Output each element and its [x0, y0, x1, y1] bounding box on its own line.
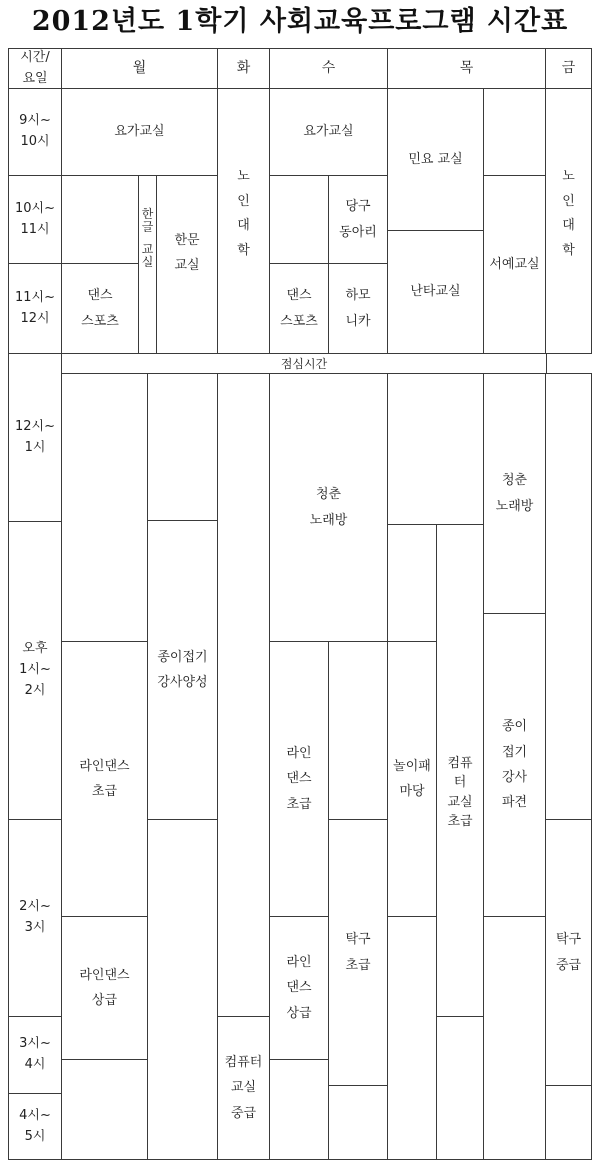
mon-empty: [61, 1059, 148, 1160]
mon-dance-sports: 댄스 스포츠: [61, 263, 139, 354]
fri-empty: [545, 1085, 592, 1160]
time-slot: 12시~ 1시: [8, 353, 62, 522]
time-slot: 10시~ 11시: [8, 175, 62, 264]
day-header-wed: 수: [269, 48, 388, 89]
time-slot: 4시~ 5시: [8, 1093, 62, 1160]
mon-line-dance-basic: 라인댄스 초급: [61, 641, 148, 917]
fri-table-tennis-mid: 탁구 중급: [545, 819, 592, 1086]
thu-empty: [483, 88, 546, 176]
day-header-thu: 목: [387, 48, 546, 89]
time-slot: 2시~ 3시: [8, 819, 62, 1017]
tue-computer-mid: 컴퓨터 교실 중급: [217, 1016, 270, 1160]
thu-computer-basic: 컴퓨 터 교실 초급: [436, 524, 484, 1017]
thu-empty: [387, 916, 437, 1160]
fri-senior-college: 노 인 대 학: [545, 88, 592, 354]
thu-nanta: 난타교실: [387, 230, 484, 354]
wed-dance-sports: 댄스 스포츠: [269, 263, 329, 354]
mon-empty: [147, 819, 218, 1160]
mon-paper-folding: 종이접기 강사양성: [147, 520, 218, 820]
thu-empty: [387, 524, 437, 642]
day-header-mon: 월: [61, 48, 218, 89]
wed-empty: [269, 175, 329, 264]
time-slot: 9시~ 10시: [8, 88, 62, 176]
time-slot: 오후 1시~ 2시: [8, 521, 62, 820]
mon-empty: [147, 373, 218, 521]
wed-line-dance-basic: 라인 댄스 초급: [269, 641, 329, 917]
mon-hanmun: 한문 교실: [156, 175, 218, 354]
wed-billiards-club: 당구 동아리: [328, 175, 388, 264]
thu-folk-song: 민요 교실: [387, 88, 484, 231]
corner-header: 시간/ 요일: [8, 48, 62, 89]
time-slot: 11시~ 12시: [8, 263, 62, 354]
day-header-tue: 화: [217, 48, 270, 89]
thu-empty: [436, 1016, 484, 1160]
lunch-break: 점심시간: [61, 353, 547, 374]
tue-empty: [217, 373, 270, 1017]
page-title: 2012년도 1학기 사회교육프로그램 시간표: [31, 6, 569, 37]
wed-youth-singing: 청춘 노래방: [269, 373, 388, 642]
wed-harmonica: 하모 니카: [328, 263, 388, 354]
thu-paper-folding-dispatch: 종이 접기 강사 파견: [483, 613, 546, 917]
fri-empty: [545, 373, 592, 820]
tue-senior-college: 노 인 대 학: [217, 88, 270, 354]
mon-hangeul-label-b: 교실: [141, 242, 154, 269]
wed-empty: [269, 1059, 329, 1160]
wed-table-tennis-basic: 탁구 초급: [328, 819, 388, 1086]
mon-empty: [61, 175, 139, 264]
thu-play-yard: 놀이패 마당: [387, 641, 437, 917]
mon-hangeul-class: [138, 175, 157, 354]
mon-line-dance-adv: 라인댄스 상급: [61, 916, 148, 1060]
wed-line-dance-adv: 라인 댄스 상급: [269, 916, 329, 1060]
wed-yoga: 요가교실: [269, 88, 388, 176]
time-slot: 3시~ 4시: [8, 1016, 62, 1094]
thu-empty: [483, 916, 546, 1160]
thu-youth-singing: 청춘 노래방: [483, 373, 546, 614]
mon-empty: [61, 373, 148, 642]
thu-empty: [387, 373, 484, 525]
day-header-fri: 금: [545, 48, 592, 89]
mon-hangeul-label-a: 한글: [141, 207, 154, 234]
thu-calligraphy: 서예교실: [483, 175, 546, 354]
wed-empty: [328, 641, 388, 820]
wed-empty: [328, 1085, 388, 1160]
mon-yoga: 요가교실: [61, 88, 218, 176]
